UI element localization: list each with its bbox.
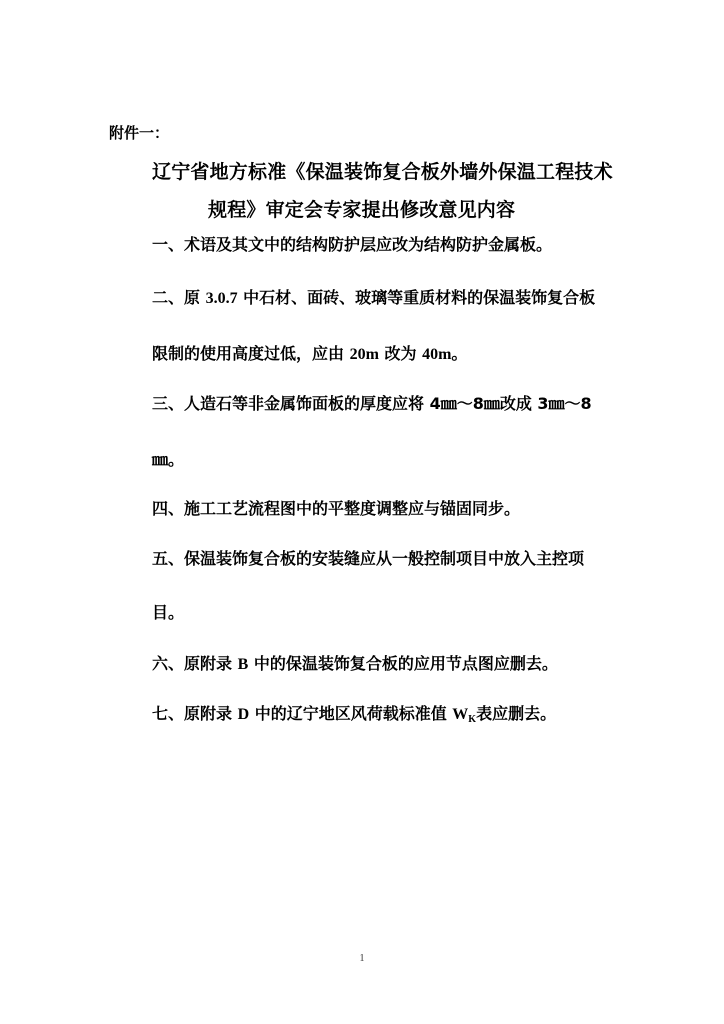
opinion-item-5 [152,551,584,567]
opinion-item-3-text: 三、人造石等非金属饰面板的厚度应将 4㎜～8㎜改成 3㎜～8 [152,394,592,413]
document-title-line-1: 辽宁省地方标准《保温装饰复合板外墙外保温工程技术 [152,161,613,183]
opinion-item-2-text: 中石材、面砖、玻璃等重质材料的保温装饰复合板 [237,288,596,307]
document-title-line-2: 规程》审定会专家提出修改意见内容 [208,199,516,221]
opinion-item-2-cont-text-c: 。 [451,344,468,363]
opinion-item-2-cont-text-a: 限制的使用高度过低，应由 [152,344,350,363]
opinion-item-7 [152,706,556,723]
opinion-item-1 [152,237,552,253]
page-number: 1 [359,953,365,964]
height-new-value: 40m [422,346,452,363]
opinion-item-6 [152,656,558,673]
wind-load-subscript: K [468,714,477,725]
opinion-item-4 [152,501,520,517]
opinion-item-6-prefix: 六、原附录 [152,654,238,673]
opinion-item-2-prefix: 二、原 [152,288,206,307]
opinion-item-7-prefix: 七、原附录 [152,704,238,723]
appendix-d-code: D [237,706,250,723]
opinion-item-7-text-b: 表应删去。 [476,704,557,723]
height-old-value: 20m [349,346,379,363]
opinion-item-7-text-a: 中的辽宁地区风荷载标准值 [249,704,453,723]
opinion-item-5-text: 五、保温装饰复合板的安装缝应从一般控制项目中放入主控项 [152,549,585,568]
opinion-item-3-cont-text: ㎜。 [152,450,185,469]
opinion-item-2 [152,290,595,307]
opinion-item-4-text: 四、施工工艺流程图中的平整度调整应与锚固同步。 [152,499,521,518]
appendix-b-code: B [237,656,249,673]
clause-number: 3.0.7 [205,290,238,307]
opinion-item-5-cont-text: 目。 [152,603,185,622]
attachment-label: 附件一： [109,124,170,142]
opinion-item-3-continuation [152,452,184,468]
opinion-item-6-text: 中的保温装饰复合板的应用节点图应删去。 [248,654,558,673]
opinion-item-5-continuation [152,605,184,621]
opinion-item-3 [152,396,592,412]
opinion-item-2-continuation [152,346,467,363]
opinion-item-2-cont-text-b: 改为 [378,344,423,363]
wind-load-symbol: W [452,706,469,723]
opinion-item-1-text: 一、术语及其文中的结构防护层应改为结构防护金属板。 [152,235,553,254]
